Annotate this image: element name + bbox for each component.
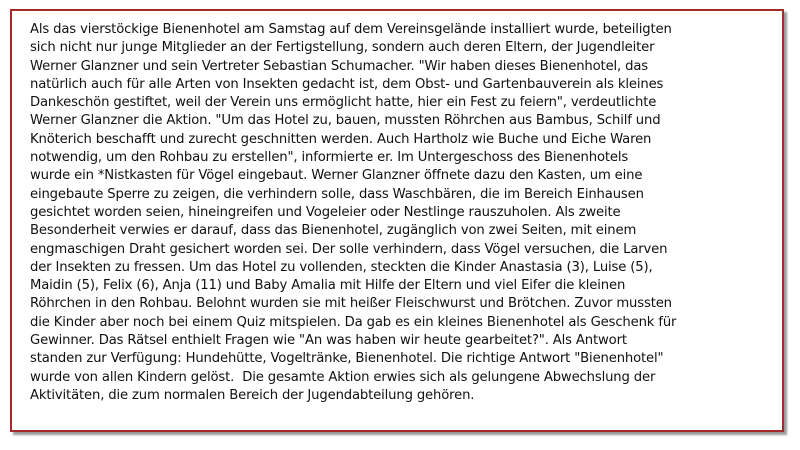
article-text: Als das vierstöckige Bienenhotel am Samstag auf dem Vereinsgelände installiert wurde, beteiligten sich nicht nur junge Mitglieder an der Fertigstellung, sondern auch deren Eltern, der Jugendleiter Werner Glanzner und sein Vertreter Sebastian Schumacher. "Wir haben dieses Bienenhotel, das natürlich auch für alle Arten von Insekten gedacht ist, dem Obst- und Gartenbauverein als kleines Dankeschön gestiftet, weil der Verein uns ermöglicht hatte, hier ein Fest zu feiern", verdeutlichte Werner Glanzner die Aktion. "Um das Hotel zu, bauen, mussten Röhrchen aus Bambus, Schilf und Knöterich beschafft und zurecht geschnitten werden. Auch Hartholz wie Buche und Eiche Waren notwendig, um den Rohbau zu erstellen", informierte er. Im Untergeschoss des Bienenhotels wurde ein *Nistkasten für Vögel eingebaut. Werner Glanzner öffnete dazu den Kasten, um eine eingebaute Sperre zu zeigen, die verhindern solle, dass Waschbären, die im Bereich Einhausen gesichtet worden seien, hineingreifen und Vogeleier oder Nestlinge rauszuholen. Als zweite Besonderheit verwies er darauf, dass das Bienenhotel, zugänglich von zwei Seiten, mit einem engmaschigen Draht gesichert worden sei. Der solle verhindern, dass Vögel versuchen, die Larven der Insekten zu fressen. Um das Hotel zu vollenden, steckten die Kinder Anastasia (3), Luise (5), Maidin (5), Felix (6), Anja (11) und Baby Amalia mit Hilfe der Eltern und viel Eifer die kleinen Röhrchen in den Rohbau. Belohnt wurden sie mit heißer Fleischwurst und Brötchen. Zuvor mussten die Kinder aber noch bei einem Quiz mitspielen. Da gab es ein kleines Bienenhotel als Geschenk für Gewinner. Das Rätsel enthielt Fragen wie "An was haben wir heute gearbeitet?". Als Antwort standen zur Verfügung: Hundehütte, Vogeltränke, Bienenhotel. Die richtige Antwort "Bienenhotel" wurde von allen Kindern gelöst. Die gesamte Aktion erwies sich als gelungene Abwechslung der Aktivitäten, die zum normalen Bereich der Jugendabteilung gehören. — [30, 22, 677, 403]
article-frame — [10, 9, 784, 432]
